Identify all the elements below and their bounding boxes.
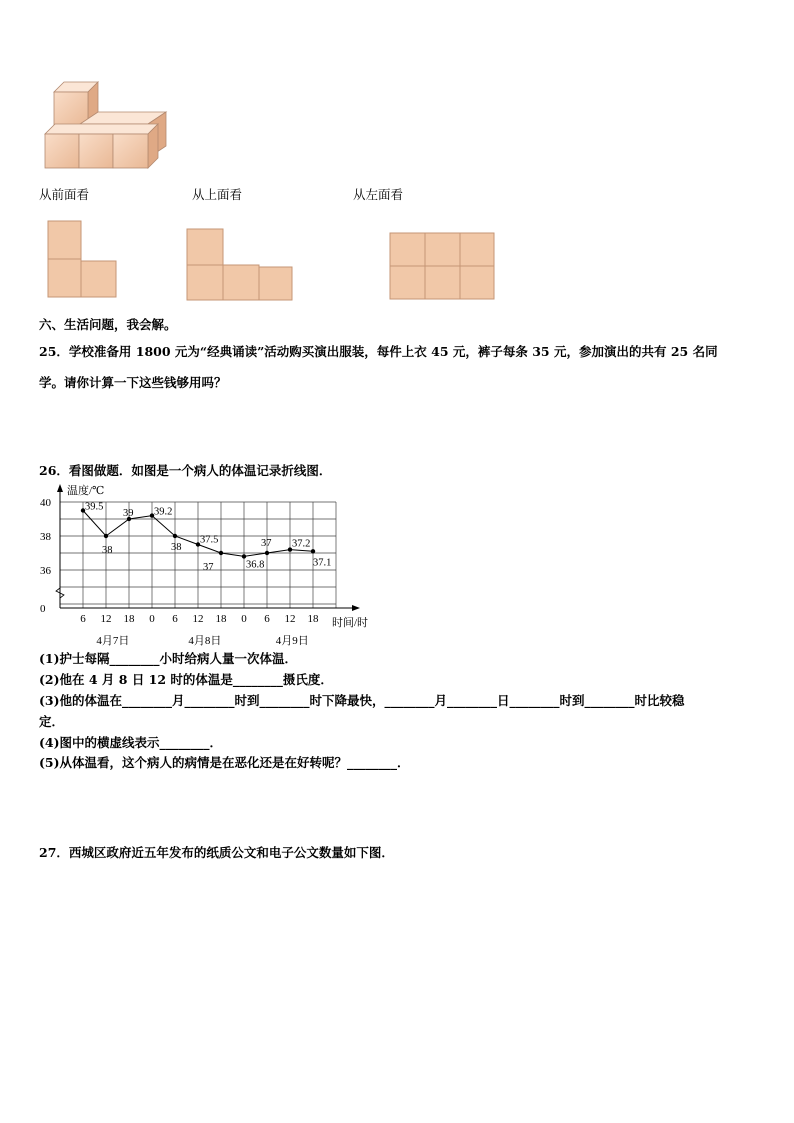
q26-sub2: (2)他在 4 月 8 日 12 时的体温是________摄氏度．	[39, 672, 333, 687]
y-tick-label: 40	[40, 497, 51, 509]
data-label: 39.5	[85, 501, 104, 513]
top-view-figure	[186, 228, 294, 302]
y-tick-label: 38	[40, 531, 51, 543]
temperature-line-chart	[30, 480, 390, 655]
q26-sub1: (1)护士每隔________小时给病人量一次体温．	[39, 651, 298, 666]
cube-stack-figure	[40, 80, 175, 175]
x-tick-label: 0	[241, 613, 247, 625]
q25-line1: 25．学校准备用 1800 元为“经典诵读”活动购买演出服装，每件上衣 45 元，裤子每条 35 元，参加演出的共有 25 名同	[39, 344, 718, 359]
x-tick-label: 0	[149, 613, 155, 625]
y-tick-label: 0	[40, 603, 46, 615]
q25-line2: 学。请你计算一下这些钱够用吗？	[39, 375, 227, 390]
section-6-heading: 六、生活问题，我会解。	[39, 317, 177, 332]
top-view-label: 从上面看	[192, 187, 243, 202]
data-label: 37	[203, 562, 214, 573]
data-label: 38	[171, 542, 182, 553]
data-label: 37.1	[313, 557, 332, 569]
x-axis-arrow	[352, 605, 360, 611]
data-point	[311, 549, 315, 553]
data-label: 36.8	[246, 559, 265, 571]
day-label: 4月9日	[275, 635, 309, 647]
x-tick-label: 6	[172, 613, 178, 625]
left-view-figure	[389, 232, 497, 302]
q27-stem: 27．西城区政府近五年发布的纸质公文和电子公文数量如下图．	[39, 845, 394, 860]
data-label: 37.5	[200, 534, 219, 546]
data-label: 39	[123, 508, 134, 519]
q26-sub4: (4)图中的横虚线表示________．	[39, 735, 223, 750]
x-axis-label: 时间/时	[332, 617, 369, 629]
x-tick-label: 18	[215, 613, 227, 625]
day-label: 4月8日	[188, 635, 222, 647]
x-tick-label: 12	[284, 613, 296, 625]
y-axis-label: 温度/℃	[67, 485, 105, 497]
x-tick-label: 6	[264, 613, 270, 625]
day-label: 4月7日	[96, 635, 130, 647]
q26-sub3-line2: 定．	[39, 714, 65, 729]
data-label: 38	[102, 545, 113, 556]
data-point	[173, 534, 177, 538]
q26-stem: 26．看图做题．如图是一个病人的体温记录折线图．	[39, 463, 332, 478]
x-tick-label: 6	[80, 613, 86, 625]
x-tick-label: 18	[307, 613, 319, 625]
front-view-label: 从前面看	[39, 187, 90, 202]
q26-sub5: (5)从体温看，这个病人的病情是在恶化还是在好转呢？________．	[39, 755, 410, 770]
data-label: 37.2	[292, 538, 311, 550]
data-label: 37	[261, 538, 272, 549]
data-point	[242, 554, 246, 558]
x-tick-label: 12	[192, 613, 204, 625]
left-view-label: 从左面看	[353, 187, 404, 202]
y-axis-arrow	[57, 484, 63, 492]
data-label: 39.2	[154, 506, 173, 518]
data-point	[219, 551, 223, 555]
q26-sub3-line1: (3)他的体温在________月________时到________时下降最快，________月________日________时到________时比较稳	[39, 693, 685, 708]
y-tick-label: 36	[40, 565, 51, 577]
data-point	[104, 534, 108, 538]
x-tick-label: 18	[123, 613, 135, 625]
x-tick-label: 12	[100, 613, 112, 625]
data-point	[265, 551, 269, 555]
front-view-figure	[47, 220, 119, 300]
